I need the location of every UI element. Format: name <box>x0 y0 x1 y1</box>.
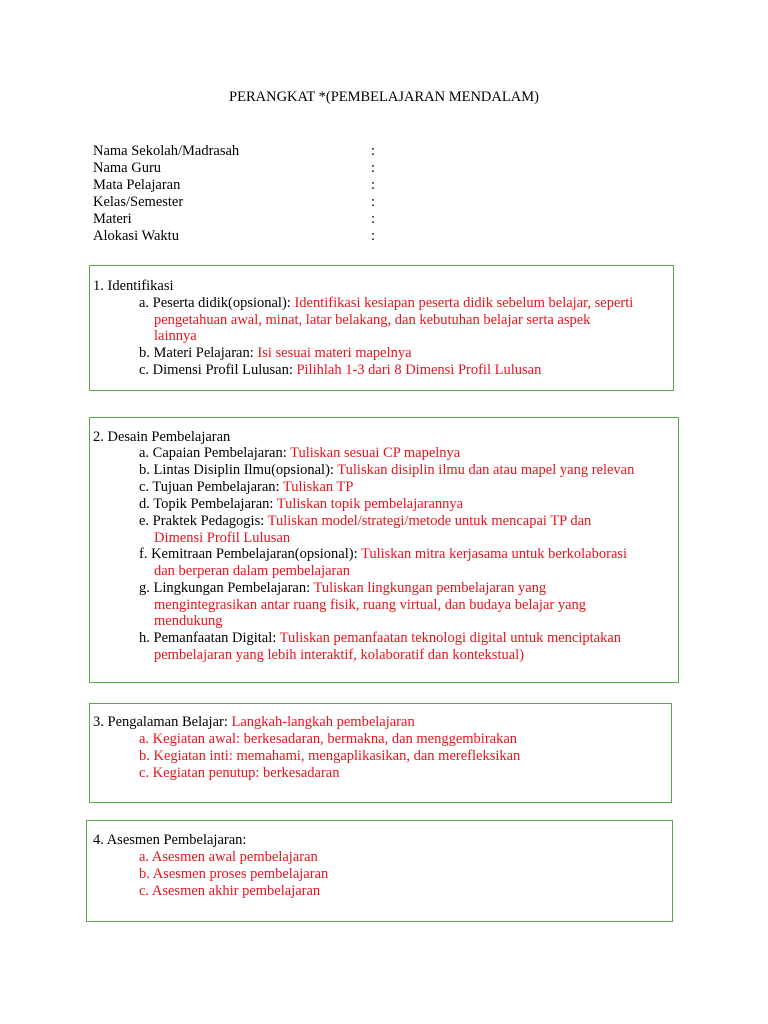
item-instruction: Tuliskan mitra kerjasama untuk berkolaborasi <box>361 546 628 562</box>
item-kegiatan-penutup: c. Kegiatan penutup: berkesadaran <box>139 765 340 781</box>
item-kegiatan-inti: b. Kegiatan inti: memahami, mengaplikasikan, dan merefleksikan <box>139 748 521 764</box>
item-peserta-didik <box>139 295 633 345</box>
item-instruction-cont: dan berperan dalam pembelajaran <box>154 562 351 579</box>
item-label: b. Lintas Disiplin Ilmu(opsional): <box>139 462 338 478</box>
field-materi <box>93 211 413 228</box>
item-asesmen-awal: a. Asesmen awal pembelajaran <box>139 849 318 865</box>
field-colon: : <box>371 228 376 244</box>
section-heading-instruction: Langkah-langkah pembelajaran <box>231 714 415 730</box>
field-colon: : <box>371 160 376 176</box>
item-kemitraan-pembelajaran <box>139 546 627 579</box>
field-kelas-semester <box>93 194 413 211</box>
section-desain-pembelajaran <box>89 417 679 683</box>
item-instruction: Tuliskan sesuai CP mapelnya <box>290 445 461 461</box>
item-topik-pembelajaran <box>139 496 463 513</box>
item-label: c. Tujuan Pembelajaran: <box>139 479 283 495</box>
item-instruction-cont: pengetahuan awal, minat, latar belakang, dan kebutuhan belajar serta aspek <box>154 311 591 328</box>
field-label: Nama Guru <box>93 160 162 176</box>
item-praktek-pedagogis <box>139 513 591 546</box>
field-label: Materi <box>93 211 132 227</box>
field-label: Nama Sekolah/Madrasah <box>93 143 240 159</box>
section-asesmen-pembelajaran <box>86 820 673 922</box>
field-label: Alokasi Waktu <box>93 228 179 244</box>
field-colon: : <box>371 177 376 193</box>
item-instruction: Tuliskan disiplin ilmu dan atau mapel yang relevan <box>337 462 635 478</box>
item-label: e. Praktek Pedagogis: <box>139 513 268 529</box>
item-label: f. Kemitraan Pembelajaran(opsional): <box>139 546 361 562</box>
field-colon: : <box>371 211 376 227</box>
field-alokasi-waktu <box>93 228 413 245</box>
item-instruction-cont: Dimensi Profil Lulusan <box>154 529 291 546</box>
section-pengalaman-belajar <box>89 703 672 803</box>
item-instruction: Isi sesuai materi mapelnya <box>257 345 412 361</box>
item-label: d. Topik Pembelajaran: <box>139 496 277 512</box>
field-label: Kelas/Semester <box>93 194 184 210</box>
field-nama-sekolah <box>93 143 413 160</box>
section-heading: 1. Identifikasi <box>93 278 174 294</box>
item-asesmen-akhir: c. Asesmen akhir pembelajaran <box>139 883 321 899</box>
item-label: g. Lingkungan Pembelajaran: <box>139 580 314 596</box>
field-mata-pelajaran <box>93 177 413 194</box>
item-instruction: Tuliskan model/strategi/metode untuk mencapai TP dan <box>267 513 592 529</box>
item-instruction-cont: lainnya <box>154 328 197 345</box>
item-capaian-pembelajaran <box>139 445 460 462</box>
identity-fields <box>93 143 413 245</box>
field-colon: : <box>371 143 376 159</box>
section-identifikasi <box>89 265 674 391</box>
item-tujuan-pembelajaran <box>139 479 353 496</box>
item-lingkungan-pembelajaran <box>139 580 586 630</box>
item-label: a. Capaian Pembelajaran: <box>139 445 291 461</box>
section-heading: 2. Desain Pembelajaran <box>93 429 231 445</box>
item-materi-pelajaran <box>139 345 412 362</box>
item-label: a. Peserta didik(opsional): <box>139 295 295 311</box>
item-kegiatan-awal: a. Kegiatan awal: berkesadaran, bermakna, dan menggembirakan <box>139 731 518 747</box>
section-heading-label: 3. Pengalaman Belajar: <box>93 714 232 730</box>
item-asesmen-proses: b. Asesmen proses pembelajaran <box>139 866 329 882</box>
section-heading: 4. Asesmen Pembelajaran: <box>93 832 247 848</box>
item-dimensi-profil <box>139 362 541 379</box>
item-label: c. Dimensi Profil Lulusan: <box>139 362 297 378</box>
document-title: PERANGKAT *(PEMBELAJARAN MENDALAM) <box>229 89 539 105</box>
field-nama-guru <box>93 160 413 177</box>
item-instruction: Tuliskan topik pembelajarannya <box>276 496 464 512</box>
field-label: Mata Pelajaran <box>93 177 181 193</box>
item-instruction-cont: mendukung <box>154 613 223 630</box>
item-pemanfaatan-digital <box>139 630 621 663</box>
section-heading <box>93 714 415 731</box>
item-instruction-cont: mengintegrasikan antar ruang fisik, ruang virtual, dan budaya belajar yang <box>154 596 587 613</box>
item-instruction: Pilihlah 1-3 dari 8 Dimensi Profil Lulusan <box>296 362 542 378</box>
item-instruction: Tuliskan pemanfaatan teknologi digital untuk menciptakan <box>279 630 622 646</box>
item-instruction: Tuliskan TP <box>282 479 354 495</box>
item-instruction: Tuliskan lingkungan pembelajaran yang <box>313 580 547 596</box>
item-label: h. Pemanfaatan Digital: <box>139 630 280 646</box>
item-instruction: Identifikasi kesiapan peserta didik sebelum belajar, seperti <box>294 295 634 311</box>
item-instruction-cont: pembelajaran yang lebih interaktif, kolaboratif dan kontekstual) <box>154 646 525 663</box>
field-colon: : <box>371 194 376 210</box>
item-lintas-disiplin <box>139 462 634 479</box>
item-label: b. Materi Pelajaran: <box>139 345 258 361</box>
